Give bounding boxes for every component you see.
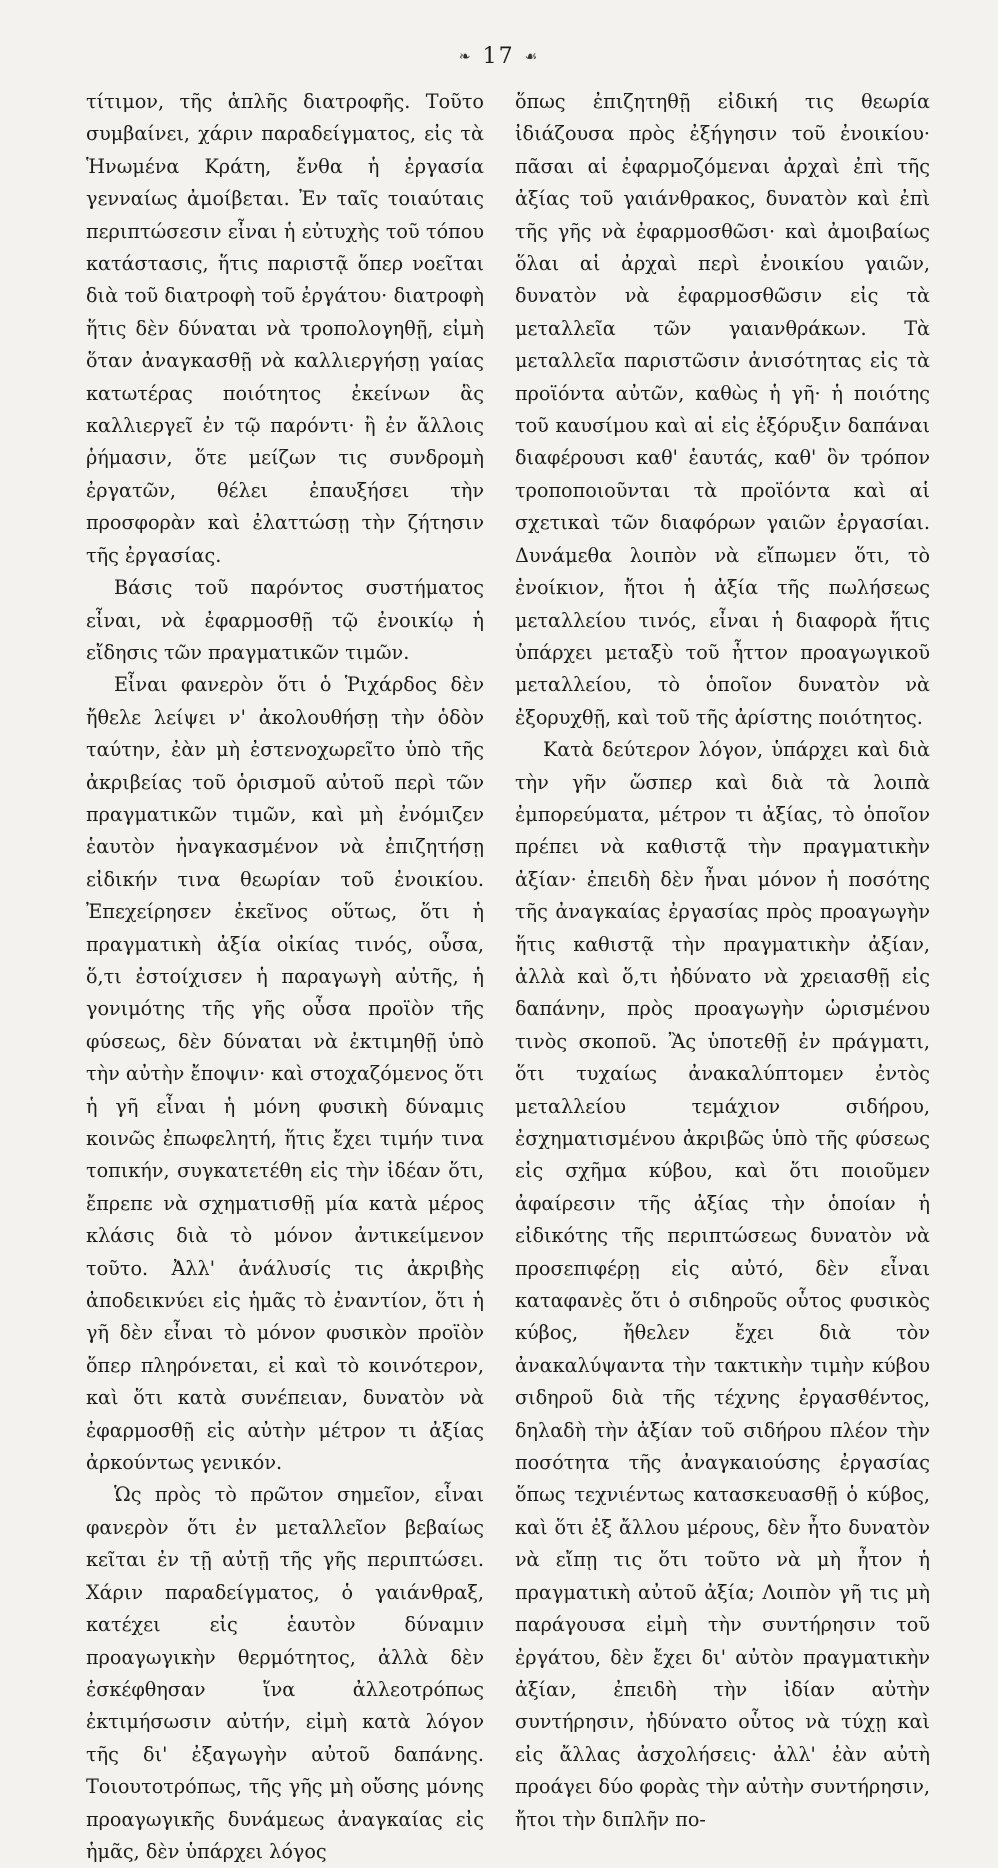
ornament-right-icon: ☙ (524, 49, 540, 65)
paragraph: τίτιμον, τῆς ἁπλῆς διατροφῆς. Τοῦτο συμβαίνει, χάριν παραδείγματος, εἰς τὰ Ἡνωμένα Κράτη, ἔνθα ἡ ἐργασία γενναίως ἀμοίβεται. Ἐν ταῖς τοιαύταις περιπτώσεσιν εἶναι ἡ εὐτυχὴς τοῦ τόπου κατάστασις, ἥτις παριστᾷ ὅπερ νοεῖται διὰ τοῦ διατροφὴ τοῦ ἐργάτου· διατροφὴ ἥτις δὲν δύναται νὰ τροπολογηθῇ, εἰμὴ ὅταν ἀναγκασθῇ νὰ καλλιεργήσῃ γαίας κατωτέρας ποιότητος ἐκείνων ἃς καλλιεργεῖ ἐν τῷ παρόντι· ἢ ἐν ἄλλοις ῥήμασιν, ὅτε μείζων τις συνδρομὴ ἐργατῶν, θέλει ἐπαυξήσει τὴν προσφορὰν καὶ ἐλαττώσῃ τὴν ζήτησιν τῆς ἐργασίας. (86, 90, 484, 567)
left-column (86, 86, 484, 1868)
paragraph: Βάσις τοῦ παρόντος συστήματος εἶναι, νὰ ἐφαρμοσθῇ τῷ ἐνοικίῳ ἡ εἴδησις τῶν πραγματικῶν τιμῶν. (86, 576, 484, 664)
ornament-left-icon: ❧ (458, 49, 473, 65)
paragraph: Ὡς πρὸς τὸ πρῶτον σημεῖον, εἶναι φανερὸν ὅτι ἐν μεταλλεῖον βεβαίως κεῖται ἐν τῇ αὐτῇ τῆς γῆς περιπτώσει. Χάριν παραδείγματος, ὁ γαιάνθραξ, κατέχει εἰς ἑαυτὸν δύναμιν προαγωγικὴν θερμότητος, ἀλλὰ δὲν ἐσκέφθησαν ἵνα ἀλλεοτρόπως ἐκτιμήσωσιν αὐτήν, εἰμὴ κατὰ λόγον τῆς δι' ἐξαγωγὴν αὐτοῦ δαπάνης. Τοιουτοτρόπως, τῆς γῆς μὴ οὔσης μόνης προαγωγικῆς δυνάμεως ἀναγκαίας εἰς ἡμᾶς, δὲν ὑπάρχει λόγος (86, 1483, 484, 1863)
page-number: 17 (482, 44, 515, 69)
paragraph: Κατὰ δεύτερον λόγον, ὑπάρχει καὶ διὰ τὴν γῆν ὥσπερ καὶ διὰ τὰ λοιπὰ ἐμπορεύματα, μέτρον τι ἀξίας, τὸ ὁποῖον πρέπει νὰ καθιστᾷ τὴν πραγματικὴν ἀξίαν· ἐπειδὴ δὲν ἦναι μόνον ἡ ποσότης τῆς ἀναγκαίας ἐργασίας πρὸς προαγωγὴν ἥτις καθιστᾷ τὴν πραγματικὴν ἀξίαν, ἀλλὰ καὶ ὅ,τι ἠδύνατο νὰ χρειασθῇ εἰς δαπάνην, πρὸς προαγωγὴν ὡρισμένου τινὸς σκοποῦ. Ἂς ὑποτεθῇ ἐν πράγματι, ὅτι τυχαίως ἀνακαλύπτομεν ἐντὸς μεταλλείου τεμάχιον σιδήρου, ἐσχηματισμένου ἀκριβῶς ὑπὸ τῆς φύσεως εἰς σχῆμα κύβου, καὶ ὅτι ποιοῦμεν ἀφαίρεσιν τῆς ἀξίας τὴν ὁποίαν ἡ εἰδικότης τῆς περιπτώσεως δυνατὸν νὰ προσεπιφέρῃ εἰς αὐτό, δὲν εἶναι καταφανὲς ὅτι ὁ σιδηροῦς οὗτος φυσικὸς κύβος, ἤθελεν ἔχει διὰ τὸν ἀνακαλύψαντα τὴν τακτικὴν τιμὴν κύβου σιδηροῦ διὰ τῆς τέχνης ἐργασθέντος, δηλαδὴ τὴν ἀξίαν τοῦ σιδήρου πλέον τὴν ποσότητα τῆς ἀναγκαιούσης ἐργασίας ὅπως τεχνιέντως κατασκευασθῇ ὁ κύβος, καὶ ὅτι ἐξ ἄλλου μέρους, δὲν ἦτο δυνατὸν νὰ εἴπῃ τις ὅτι τοῦτο νὰ μὴ ἦτον ἡ πραγματικὴ αὐτοῦ ἀξία; Λοιπὸν γῆ τις μὴ παράγουσα εἰμὴ τὴν συντήρησιν τοῦ ἐργάτου, δὲν ἔχει δι' αὐτὸν πραγματικὴν ἀξίαν, ἐπειδὴ τὴν ἰδίαν αὐτὴν συντήρησιν, ἠδύνατο οὗτος νὰ τύχῃ καὶ εἰς ἄλλας ἀσχολήσεις· ἀλλ' ἐὰν αὐτὴ προάγει δύο φορὰς τὴν αὐτὴν συντήρησιν, ἤτοι τὴν διπλῆν πο- (515, 738, 930, 1831)
page-header (0, 44, 998, 69)
paragraph: Εἶναι φανερὸν ὅτι ὁ Ῥιχάρδος δὲν ἤθελε λείψει ν' ἀκολουθήσῃ τὴν ὁδὸν ταύτην, ἐὰν μὴ ἐστενοχωρεῖτο ὑπὸ τῆς ἀκριβείας τοῦ ὁρισμοῦ αὐτοῦ περὶ τῶν πραγματικῶν τιμῶν, καὶ μὴ ἐνόμιζεν ἑαυτὸν ἠναγκασμένον νὰ ἐπιζητήσῃ εἰδικήν τινα θεωρίαν τοῦ ἐνοικίου. Ἐπεχείρησεν ἐκεῖνος οὕτως, ὅτι ἡ πραγματικὴ ἀξία οἰκίας τινός, οὖσα, ὅ,τι ἐστοίχισεν ἡ παραγωγὴ αὐτῆς, ἡ γονιμότης τῆς γῆς οὖσα προϊὸν τῆς φύσεως, δὲν δύναται νὰ ἐκτιμηθῇ ὑπὸ τὴν αὐτὴν ἔποψιν· καὶ στοχαζόμενος ὅτι ἡ γῆ εἶναι ἡ μόνη φυσικὴ δύναμις κοινῶς ἐπωφελητή, ἥτις ἔχει τιμήν τινα τοπικήν, συγκατετέθη εἰς τὴν ἰδέαν ὅτι, ἔπρεπε νὰ σχηματισθῇ μία κατὰ μέρος κλάσις διὰ τὸ μόνον ἀντικείμενον τοῦτο. Ἀλλ' ἀνάλυσίς τις ἀκριβὴς ἀποδεικνύει εἰς ἡμᾶς τὸ ἐναντίον, ὅτι ἡ γῆ δὲν εἶναι τὸ μόνον φυσικὸν προϊὸν ὅπερ πληρόνεται, εἰ καὶ τὸ κοινότερον, καὶ ὅτι κατὰ συνέπειαν, δυνατὸν νὰ ἐφαρμοσθῇ εἰς αὐτὴν μέτρον τι ἀξίας ἀρκούντως γενικόν. (86, 673, 484, 1475)
right-column (515, 86, 930, 1836)
paragraph: ὅπως ἐπιζητηθῇ εἰδική τις θεωρία ἰδιάζουσα πρὸς ἐξήγησιν τοῦ ἐνοικίου· πᾶσαι αἱ ἐφαρμοζόμεναι ἀρχαὶ ἐπὶ τῆς ἀξίας τοῦ γαιάνθρακος, δυνατὸν καὶ ἐπὶ τῆς γῆς νὰ ἐφαρμοσθῶσι· καὶ ἀμοιβαίως ὅλαι αἱ ἀρχαὶ περὶ ἐνοικίου γαιῶν, δυνατὸν νὰ ἐφαρμοσθῶσιν εἰς τὰ μεταλλεῖα τῶν γαιανθράκων. Τὰ μεταλλεῖα παριστῶσιν ἀνισότητας εἰς τὰ προϊόντα αὐτῶν, καθὼς ἡ γῆ· ἡ ποιότης τοῦ καυσίμου καὶ αἱ εἰς ἐξόρυξιν δαπάναι διαφέρουσι καθ' ἑαυτάς, καθ' ὃν τρόπον τροποποιοῦνται τὰ προϊόντα καὶ αἱ σχετικαὶ τῶν διαφόρων γαιῶν ἐργασίαι. Δυνάμεθα λοιπὸν νὰ εἴπωμεν ὅτι, τὸ ἐνοίκιον, ἤτοι ἡ ἀξία τῆς πωλήσεως μεταλλείου τινός, εἶναι ἡ διαφορὰ ἥτις ὑπάρχει μεταξὺ τοῦ ἧττον προαγωγικοῦ μεταλλείου, τὸ ὁποῖον δυνατὸν νὰ ἐξορυχθῇ, καὶ τοῦ τῆς ἀρίστης ποιότητος. (515, 90, 930, 729)
